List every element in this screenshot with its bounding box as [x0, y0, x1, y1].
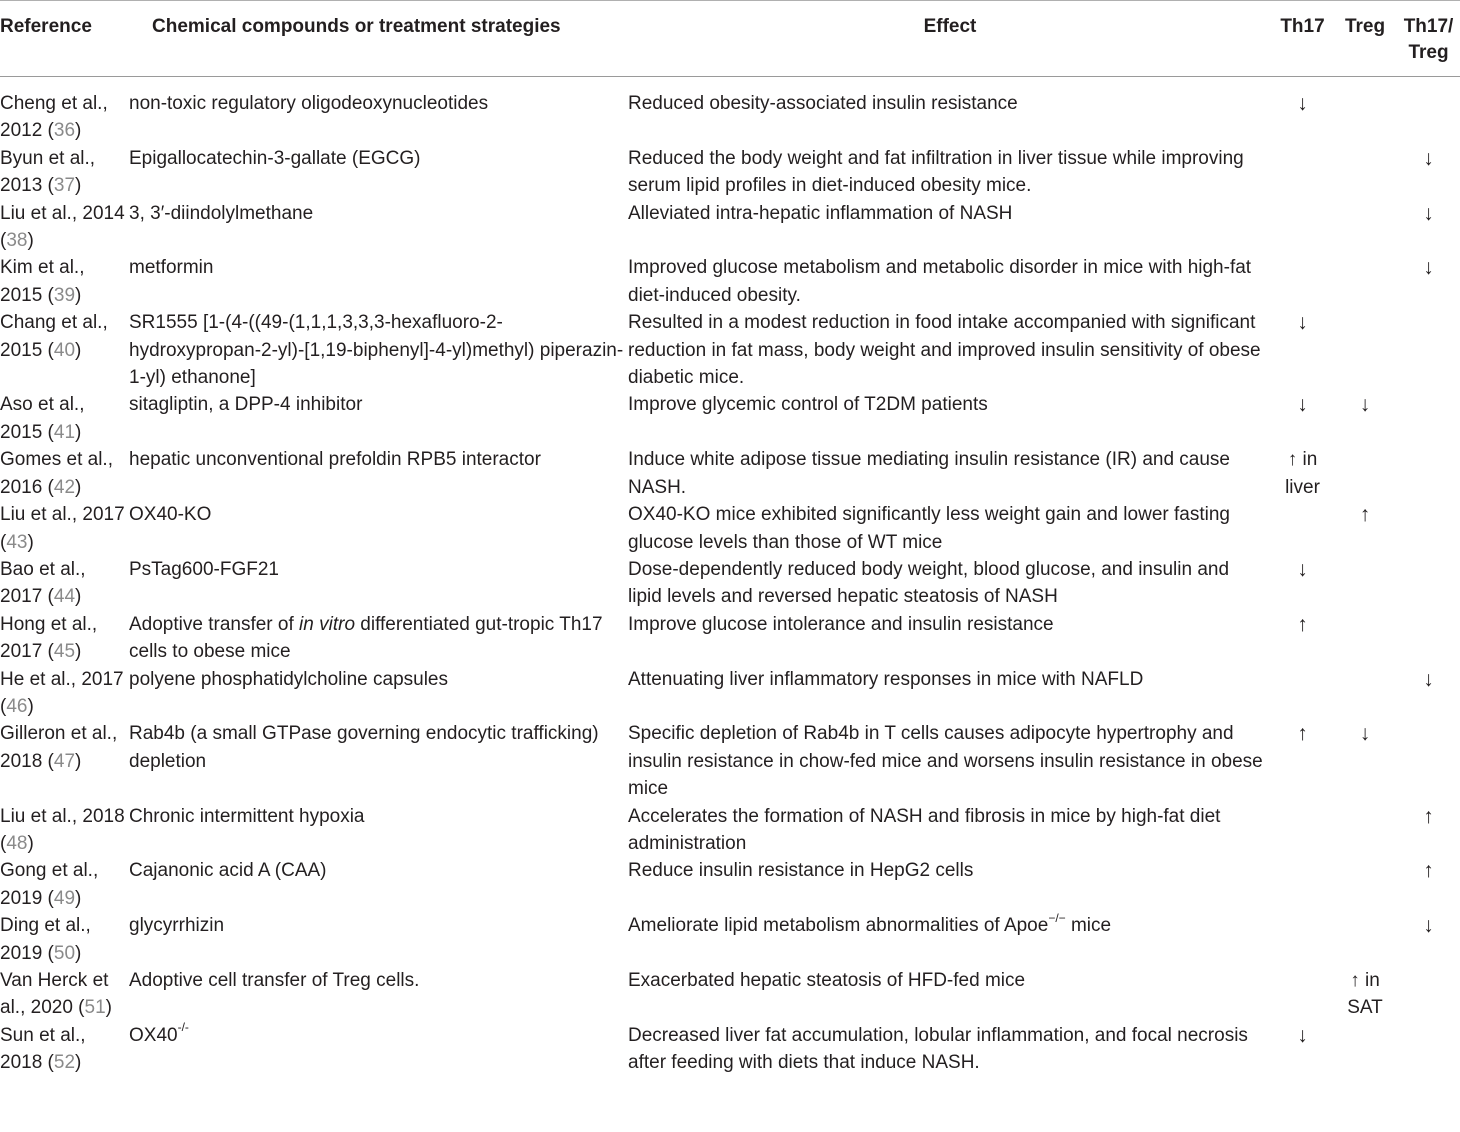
effect-text: Decreased liver fat accumulation, lobular inflammation, and focal necrosis after feeding with diets that induce NASH.	[628, 1024, 1248, 1074]
cell-th17	[1272, 857, 1333, 912]
cell-th17	[1272, 967, 1333, 1022]
cell-effect	[628, 391, 1272, 446]
cell-treg	[1333, 145, 1397, 200]
cell-compound	[129, 803, 628, 858]
cell-th17	[1272, 254, 1333, 309]
reference-text: Kim et al., 2015	[0, 257, 85, 306]
effect-text: Specific depletion of Rab4b in T cells causes adipocyte hypertrophy and insulin resistance in chow-fed mice and worsens insulin resistance in obese mice	[628, 723, 1263, 800]
reference-text: Liu et al., 2017	[0, 504, 125, 526]
effect-text: mice	[1065, 915, 1112, 937]
arrow-indicator: ↓	[1297, 311, 1308, 335]
cell-th17-treg-ratio	[1397, 720, 1460, 802]
cell-th17-treg-ratio	[1397, 556, 1460, 611]
arrow-indicator: ↓	[1297, 1023, 1308, 1047]
cell-effect	[628, 77, 1272, 145]
citation-number[interactable]: 48	[6, 832, 28, 854]
cell-effect	[628, 666, 1272, 721]
header-th17-treg-ratio	[1397, 1, 1460, 77]
compound-text: OX40	[129, 1024, 178, 1046]
cell-th17-treg-ratio	[1397, 391, 1460, 446]
cell-th17	[1272, 391, 1333, 446]
arrow-indicator: ↑	[1423, 804, 1434, 828]
cell-compound	[129, 391, 628, 446]
arrow-indicator: ↑	[1423, 859, 1434, 883]
cell-reference: He et al., 2017 (46)	[0, 668, 124, 717]
header-treg: Treg	[1333, 1, 1397, 77]
effect-text: Alleviated intra-hepatic inflammation of NASH	[628, 202, 1013, 224]
cell-compound	[129, 967, 628, 1022]
citation-number[interactable]: 42	[53, 476, 76, 498]
header-effect: Effect	[628, 1, 1272, 77]
table-row	[0, 145, 1460, 200]
citation-number[interactable]: 37	[53, 175, 76, 197]
citation-number[interactable]: 50	[53, 942, 76, 964]
citation-number[interactable]: 52	[53, 1052, 76, 1074]
compound-text: 3, 3′-diindolylmethane	[129, 202, 314, 224]
cell-reference: Aso et al., 2015 (41)	[0, 394, 85, 443]
cell-treg	[1333, 254, 1397, 309]
cell-treg	[1333, 803, 1397, 858]
cell-th17-treg-ratio	[1397, 145, 1460, 200]
compound-text: OX40-KO	[129, 504, 212, 526]
table-row	[0, 254, 1460, 309]
cell-effect	[628, 309, 1272, 391]
reference-text: Sun et al., 2018	[0, 1024, 86, 1074]
table-row	[0, 666, 1460, 721]
table-row	[0, 1022, 1460, 1077]
arrow-indicator: ↑	[1359, 503, 1371, 527]
cell-th17-treg-ratio	[1397, 446, 1460, 501]
effect-text: Dose-dependently reduced body weight, blood glucose, and insulin and lipid levels and reversed hepatic steatosis of NASH	[628, 558, 1230, 608]
compound-text: sitagliptin, a DPP-4 inhibitor	[129, 394, 363, 416]
arrow-indicator: ↓	[1423, 201, 1434, 225]
arrow-indicator: ↓	[1359, 393, 1371, 417]
arrow-indicator: ↓	[1423, 256, 1434, 280]
citation-number[interactable]: 43	[6, 531, 28, 553]
cell-th17	[1272, 556, 1333, 611]
cell-th17	[1272, 309, 1333, 391]
cell-compound	[129, 501, 628, 556]
table-row	[0, 912, 1460, 967]
table-row	[0, 967, 1460, 1022]
compound-text: Adoptive cell transfer of Treg cells.	[129, 970, 420, 991]
cell-effect	[628, 912, 1272, 967]
table-row	[0, 200, 1460, 255]
cell-th17-treg-ratio	[1397, 501, 1460, 556]
effect-text: Reduce insulin resistance in HepG2 cells	[628, 860, 974, 882]
cell-compound	[129, 254, 628, 309]
cell-treg	[1333, 446, 1397, 501]
compound-text: Epigallocatechin-3-gallate (EGCG)	[129, 147, 421, 169]
cell-th17-treg-ratio	[1397, 254, 1460, 309]
cell-reference: Ding et al., 2019 (50)	[0, 915, 91, 964]
reference-text: Cheng et al., 2012	[0, 93, 108, 142]
cell-effect	[628, 611, 1272, 666]
reference-text: Aso et al., 2015	[0, 394, 85, 443]
citation-number[interactable]: 47	[53, 750, 76, 772]
citation-number[interactable]: 39	[53, 284, 76, 306]
effect-text: OX40-KO mice exhibited significantly less weight gain and lower fasting glucose levels than those of WT mice	[628, 504, 1230, 553]
compound-text: non-toxic regulatory oligodeoxynucleotides	[129, 93, 489, 114]
cell-th17	[1272, 803, 1333, 858]
table-row	[0, 391, 1460, 446]
cell-th17	[1272, 501, 1333, 556]
cell-reference: Van Herck et al., 2020 (51)	[0, 970, 112, 1019]
cell-reference: Sun et al., 2018 (52)	[0, 1024, 86, 1074]
header-ratio-line2: Treg	[1408, 42, 1449, 63]
table-row	[0, 501, 1460, 556]
cell-effect	[628, 1022, 1272, 1077]
cell-compound	[129, 77, 628, 145]
cell-th17	[1272, 912, 1333, 967]
cell-effect	[628, 446, 1272, 501]
cell-effect	[628, 200, 1272, 255]
cell-th17-treg-ratio	[1397, 967, 1460, 1022]
header-reference: Reference	[0, 1, 129, 77]
effect-text: Accelerates the formation of NASH and fibrosis in mice by high-fat diet administration	[628, 805, 1221, 854]
cell-treg	[1333, 391, 1397, 446]
arrow-indicator: ↑	[1297, 612, 1308, 636]
cell-treg	[1333, 200, 1397, 255]
table-row	[0, 611, 1460, 666]
cell-reference: Hong et al., 2017 (45)	[0, 613, 98, 663]
cell-compound	[129, 446, 628, 501]
reference-text: Gilleron et al., 2018	[0, 723, 118, 772]
table-row	[0, 77, 1460, 145]
cell-effect	[628, 556, 1272, 611]
cell-treg	[1333, 857, 1397, 912]
compound-text: glycyrrhizin	[129, 915, 225, 937]
cell-reference: Kim et al., 2015 (39)	[0, 257, 85, 306]
compound-text: Adoptive transfer of	[129, 613, 300, 635]
cell-treg	[1333, 967, 1397, 1022]
cell-effect	[628, 145, 1272, 200]
header-ratio-line1: Th17/	[1403, 16, 1454, 37]
effect-text: Improved glucose metabolism and metabolic disorder in mice with high-fat diet-induced obesity.	[628, 257, 1252, 306]
effect-text: Exacerbated hepatic steatosis of HFD-fed mice	[628, 970, 1026, 991]
arrow-indicator: ↓	[1423, 146, 1434, 170]
arrow-indicator: ↑ in liver	[1285, 449, 1320, 498]
table-row	[0, 446, 1460, 501]
cell-effect	[628, 803, 1272, 858]
cell-effect	[628, 501, 1272, 556]
arrow-indicator: ↓	[1297, 557, 1308, 581]
arrow-indicator: ↓	[1359, 722, 1371, 746]
cell-compound	[129, 200, 628, 255]
effect-superscript: −/−	[1048, 910, 1066, 925]
cell-compound	[129, 1022, 628, 1077]
cell-compound	[129, 556, 628, 611]
arrow-indicator: ↓	[1297, 92, 1308, 115]
reference-text: He et al., 2017	[0, 668, 124, 690]
cell-th17-treg-ratio	[1397, 200, 1460, 255]
effect-text: Resulted in a modest reduction in food intake accompanied with significant reduction in fat mass, body weight and improved insulin sensitivity of obese diabetic mice.	[628, 312, 1261, 389]
cell-treg	[1333, 1022, 1397, 1077]
effect-text: Reduced obesity-associated insulin resistance	[628, 93, 1018, 114]
compound-text: Rab4b (a small GTPase governing endocytic trafficking) depletion	[129, 723, 599, 772]
cell-th17-treg-ratio	[1397, 666, 1460, 721]
cell-compound	[129, 857, 628, 912]
header-th17: Th17	[1272, 1, 1333, 77]
compound-text: metformin	[129, 257, 214, 279]
citation-number[interactable]: 40	[53, 339, 76, 361]
cell-compound	[129, 912, 628, 967]
arrow-indicator: ↓	[1297, 393, 1308, 417]
cell-treg	[1333, 666, 1397, 721]
reference-text: Ding et al., 2019	[0, 915, 91, 964]
table-header	[0, 1, 1460, 77]
table-row	[0, 803, 1460, 858]
cell-reference: Gomes et al., 2016 (42)	[0, 449, 113, 498]
table-row	[0, 556, 1460, 611]
effect-text: Improve glycemic control of T2DM patients	[628, 394, 988, 416]
cell-compound	[129, 720, 628, 802]
header-compounds: Chemical compounds or treatment strategies	[129, 1, 628, 77]
cell-treg	[1333, 501, 1397, 556]
cell-reference: Gilleron et al., 2018 (47)	[0, 723, 118, 772]
table-row	[0, 309, 1460, 391]
cell-reference: Chang et al., 2015 (40)	[0, 312, 108, 361]
cell-treg	[1333, 912, 1397, 967]
reference-text: Gong et al., 2019	[0, 860, 99, 909]
cell-compound	[129, 145, 628, 200]
cell-th17-treg-ratio	[1397, 912, 1460, 967]
citation-number[interactable]: 36	[53, 120, 76, 142]
cell-effect	[628, 720, 1272, 802]
cell-treg	[1333, 720, 1397, 802]
cell-th17-treg-ratio	[1397, 77, 1460, 145]
reference-text: Liu et al., 2014	[0, 202, 125, 224]
table-body	[0, 77, 1460, 1077]
cell-reference: Liu et al., 2018 (48)	[0, 805, 125, 854]
reference-text: Byun et al., 2013	[0, 147, 96, 197]
arrow-indicator: ↓	[1423, 914, 1434, 938]
citation-number[interactable]: 45	[53, 641, 76, 663]
cell-compound	[129, 611, 628, 666]
compound-text: SR1555 [1-(4-((49-(1,1,1,3,3,3-hexafluoro-2-hydroxypropan-2-yl)-[1,19-biphenyl]-4-yl)methyl) piperazin-1-yl) ethanone]	[129, 312, 624, 389]
cell-compound	[129, 309, 628, 391]
reference-text: Liu et al., 2018	[0, 805, 125, 827]
cell-reference: Gong et al., 2019 (49)	[0, 860, 99, 909]
citation-number[interactable]: 44	[53, 586, 76, 608]
cell-treg	[1333, 611, 1397, 666]
cell-compound	[129, 666, 628, 721]
cell-th17-treg-ratio	[1397, 1022, 1460, 1077]
cell-th17	[1272, 77, 1333, 145]
arrow-indicator: ↓	[1423, 667, 1434, 691]
reference-text: Chang et al., 2015	[0, 312, 108, 361]
compound-text: differentiated gut-tropic Th17 cells to obese mice	[129, 613, 608, 663]
cell-treg	[1333, 556, 1397, 611]
arrow-indicator: ↑	[1297, 722, 1308, 746]
compound-text: polyene phosphatidylcholine capsules	[129, 668, 449, 690]
cell-effect	[628, 857, 1272, 912]
effect-text: Improve glucose intolerance and insulin resistance	[628, 613, 1054, 635]
arrow-indicator: ↑ in SAT	[1347, 970, 1383, 1019]
cell-reference: Byun et al., 2013 (37)	[0, 147, 96, 197]
citation-number[interactable]: 49	[53, 887, 76, 909]
cell-th17	[1272, 200, 1333, 255]
compound-superscript: -/-	[177, 1020, 189, 1035]
cell-reference: Bao et al., 2017 (44)	[0, 558, 86, 608]
cell-reference: Liu et al., 2014 (38)	[0, 202, 125, 252]
cell-effect	[628, 254, 1272, 309]
cell-th17	[1272, 666, 1333, 721]
compound-text: hepatic unconventional prefoldin RPB5 interactor	[129, 449, 541, 471]
cell-th17	[1272, 611, 1333, 666]
cell-th17-treg-ratio	[1397, 309, 1460, 391]
effect-text: Attenuating liver inflammatory responses in mice with NAFLD	[628, 668, 1144, 690]
reference-text: Gomes et al., 2016	[0, 449, 113, 498]
citation-number[interactable]: 46	[6, 695, 28, 717]
cell-th17-treg-ratio	[1397, 857, 1460, 912]
effect-text: Ameliorate lipid metabolism abnormalities of Apoe	[628, 915, 1049, 937]
table-row	[0, 857, 1460, 912]
table-row	[0, 720, 1460, 802]
cell-treg	[1333, 309, 1397, 391]
reference-text: Van Herck et al., 2020	[0, 970, 109, 1019]
cell-treg	[1333, 77, 1397, 145]
citation-number[interactable]: 51	[84, 997, 106, 1019]
cell-th17-treg-ratio	[1397, 803, 1460, 858]
effect-text: Reduced the body weight and fat infiltration in liver tissue while improving serum lipid profiles in diet-induced obesity mice.	[628, 147, 1244, 197]
citation-number[interactable]: 41	[53, 421, 76, 443]
reference-text: Bao et al., 2017	[0, 558, 86, 608]
cell-th17	[1272, 1022, 1333, 1077]
compound-italic-text: in vitro	[299, 613, 356, 635]
cell-reference: Liu et al., 2017 (43)	[0, 504, 125, 553]
compound-text: Chronic intermittent hypoxia	[129, 805, 365, 827]
citation-number[interactable]: 38	[6, 230, 28, 252]
effect-text: Induce white adipose tissue mediating insulin resistance (IR) and cause NASH.	[628, 449, 1230, 498]
cell-effect	[628, 967, 1272, 1022]
compound-text: Cajanonic acid A (CAA)	[129, 860, 327, 882]
cell-th17	[1272, 446, 1333, 501]
cell-th17	[1272, 720, 1333, 802]
reference-text: Hong et al., 2017	[0, 613, 98, 663]
cell-th17	[1272, 145, 1333, 200]
cell-reference: Cheng et al., 2012 (36)	[0, 93, 108, 142]
cell-th17-treg-ratio	[1397, 611, 1460, 666]
compound-text: PsTag600-FGF21	[129, 558, 279, 580]
